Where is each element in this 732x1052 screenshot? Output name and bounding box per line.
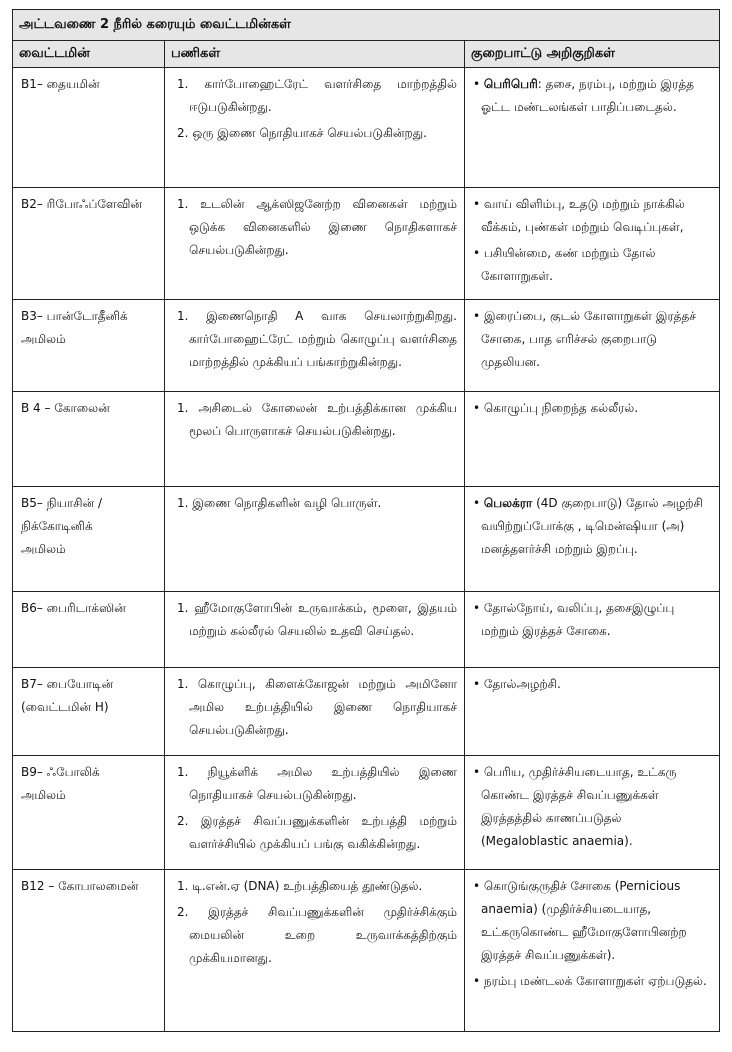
symptom-item	[471, 73, 712, 119]
bullet-icon: •	[473, 765, 484, 779]
bullet-icon: •	[473, 401, 484, 415]
function-item: 2. இரத்தச் சிவப்பணுக்களின் உற்பத்தி மற்றும் வளர்ச்சியில் முக்கியப் பங்கு வகிக்கின்றது.	[177, 814, 457, 851]
functions-cell	[165, 487, 465, 592]
vitamin-name-line: அமிலம்	[21, 542, 66, 556]
table-row	[13, 592, 720, 668]
function-item: 1. டி.என்.ஏ (DNA) உற்பத்தியைத் தூண்டுதல்.	[177, 879, 423, 893]
symptoms-cell	[465, 756, 720, 870]
vitamin-name-cell	[13, 188, 165, 300]
functions-cell	[165, 188, 465, 300]
functions-cell	[165, 870, 465, 1032]
vitamin-name-cell	[13, 592, 165, 668]
function-item: 2. ஒரு இணை நொதியாகச் செயல்படுகின்றது.	[177, 126, 427, 140]
functions-cell	[165, 668, 465, 756]
symptom-text: நரம்பு மண்டலக் கோளாறுகள் ஏற்படுதல்.	[483, 974, 707, 988]
table-row	[13, 870, 720, 1032]
header-row	[13, 41, 720, 68]
disease-name: பெலக்ரா	[483, 496, 533, 510]
symptom-text: பசியின்மை, கண் மற்றும் தோல் கோளாறுகள்.	[481, 246, 656, 283]
table-row	[13, 300, 720, 392]
symptom-item	[471, 492, 712, 561]
vitamin-name-line: B6– பைரிடாக்ஸின்	[21, 601, 126, 615]
function-item: 1. கொழுப்பு, கிளைக்கோஜன் மற்றும் அமினோ அமில உற்பத்தியில் இணை நொதியாகச் செயல்படுகின்றது.	[177, 677, 457, 737]
bullet-icon: •	[473, 974, 484, 988]
symptoms-cell	[465, 487, 720, 592]
function-item: 1. கார்போஹைட்ரேட் வளர்சிதை மாற்றத்தில் ஈடுபடுகின்றது.	[177, 77, 457, 114]
symptom-text: பெரிய, முதிர்ச்சியடையாத, உட்கரு கொண்ட இரத்தச் சிவப்பணுக்கள் இரத்தத்தில் காணப்படுதல் (Megaloblastic anaemia).	[481, 765, 677, 848]
table-row	[13, 487, 720, 592]
symptoms-cell	[465, 668, 720, 756]
vitamin-name-line: அமிலம்	[21, 332, 66, 346]
symptom-item	[471, 597, 712, 643]
vitamin-name-line: B5– நியாசின் /	[21, 496, 103, 510]
function-item: 1. அசிடைல் கோலைன் உற்பத்திக்கான முக்கிய மூலப் பொருளாகச் செயல்படுகின்றது.	[177, 401, 457, 438]
vitamin-name-line: (வைட்டமின் H)	[21, 700, 109, 714]
table-row	[13, 68, 720, 188]
symptom-item	[471, 761, 712, 853]
vitamin-name-cell	[13, 392, 165, 487]
column-header-vitamin: வைட்டமின்	[13, 41, 165, 68]
bullet-icon: •	[473, 246, 484, 260]
vitamin-name-line: B 4 – கோலைன்	[21, 401, 110, 415]
vitamin-table	[12, 9, 720, 1032]
symptoms-cell	[465, 592, 720, 668]
table-row	[13, 392, 720, 487]
function-item: 1. உடலின் ஆக்ஸிஜனேற்ற வினைகள் மற்றும் ஒடுக்க வினைகளில் இணை நொதிகளாகச் செயல்படுகின்றது.	[177, 197, 457, 257]
disease-name: பெரிபெரி	[483, 77, 538, 91]
symptom-text: வாய் விளிம்பு, உதடு மற்றும் நாக்கில் வீக்கம், புண்கள் மற்றும் வெடிப்புகள்,	[481, 197, 685, 234]
vitamin-name-line: B2– ரிபோஃப்ளேவின்	[21, 197, 143, 211]
vitamin-name-line: அமிலம்	[21, 788, 66, 802]
bullet-icon: •	[473, 77, 484, 91]
vitamin-name-cell	[13, 668, 165, 756]
functions-cell	[165, 300, 465, 392]
vitamin-name-cell	[13, 756, 165, 870]
table-row	[13, 756, 720, 870]
symptom-item	[471, 875, 712, 967]
functions-cell	[165, 592, 465, 668]
functions-cell	[165, 392, 465, 487]
bullet-icon: •	[473, 197, 484, 211]
table-title-cell	[13, 10, 720, 41]
symptoms-cell	[465, 392, 720, 487]
symptom-item	[471, 970, 712, 993]
symptom-item	[471, 673, 712, 696]
symptoms-cell	[465, 68, 720, 188]
symptom-item	[471, 193, 712, 239]
function-item: 1. நியூக்ளிக் அமில உற்பத்தியில் இணை நொதியாகச் செயல்படுகின்றது.	[177, 765, 457, 802]
table-row	[13, 188, 720, 300]
symptoms-cell	[465, 870, 720, 1032]
bullet-icon: •	[473, 879, 484, 893]
bullet-icon: •	[473, 309, 484, 323]
symptom-item	[471, 397, 712, 420]
table-row	[13, 668, 720, 756]
vitamin-name-line: B3– பான்டோதீனிக்	[21, 309, 128, 323]
column-header-functions: பணிகள்	[165, 41, 465, 68]
symptom-item	[471, 305, 712, 374]
vitamin-name-cell	[13, 487, 165, 592]
column-header-symptoms: குறைபாட்டு அறிகுறிகள்	[465, 41, 720, 68]
bullet-icon: •	[473, 496, 484, 510]
symptoms-cell	[465, 300, 720, 392]
symptom-text: தோல்அழற்சி.	[483, 677, 561, 691]
bullet-icon: •	[473, 601, 484, 615]
bullet-icon: •	[473, 677, 484, 691]
vitamin-name-line: B9– ஃபோலிக்	[21, 765, 100, 779]
vitamin-name-cell	[13, 68, 165, 188]
vitamin-name-line: B1– தையமின்	[21, 77, 100, 91]
symptom-text: தோல்நோய், வலிப்பு, தசைஇழுப்பு மற்றும் இரத்தச் சோகை.	[481, 601, 675, 638]
function-item: 1. இணை நொதிகளின் வழி பொருள்.	[177, 496, 382, 510]
vitamin-name-cell	[13, 870, 165, 1032]
vitamin-name-cell	[13, 300, 165, 392]
functions-cell	[165, 756, 465, 870]
table-title: அட்டவணை 2 நீரில் கரையும் வைட்டமின்கள்	[19, 17, 291, 32]
vitamin-name-line: B12 – கோபாலமைன்	[21, 879, 139, 893]
symptom-text: : தசை, நரம்பு, மற்றும் இரத்த ஓட்ட மண்டலங்கள் பாதிப்படைதல்.	[481, 77, 694, 114]
vitamin-name-line: நிக்கோடினிக்	[21, 519, 93, 533]
symptom-text: இரைப்பை, குடல் கோளாறுகள் இரத்தச் சோகை, பாத எரிச்சல் குறைபாடு முதலியன.	[481, 309, 696, 369]
function-item: 2. இரத்தச் சிவப்பணுக்களின் முதிர்ச்சிக்கும் மையலின் உறை உருவாக்கத்திற்கும் முக்கியமானது.	[177, 905, 457, 965]
symptom-text: கொடுங்குருதிச் சோகை (Pernicious anaemia) (முதிர்ச்சியடையாத, உட்கருகொண்ட ஹீமோகுளோபினற்ற இரத்தச் சிவப்பணுக்கள்).	[481, 879, 687, 962]
symptom-text: கொழுப்பு நிறைந்த கல்லீரல்.	[483, 401, 639, 415]
symptom-text: (4D குறைபாடு) தோல் அழற்சி வயிற்றுப்போக்கு , டிமென்ஷியா (அ) மனத்தளர்ச்சி மற்றும் இறப்பு.	[481, 496, 703, 556]
symptoms-cell	[465, 188, 720, 300]
function-item: 1. ஹீமோகுளோபின் உருவாக்கம், மூளை, இதயம் மற்றும் கல்லீரல் செயலில் உதவி செய்தல்.	[177, 601, 457, 638]
vitamin-name-line: B7– பையோடின்	[21, 677, 114, 691]
function-item: 1. இணைநொதி A வாக செயலாற்றுகிறது. கார்போஹைட்ரேட் மற்றும் கொழுப்பு வளர்சிதை மாற்றத்தில் முக்கியப் பங்காற்றுகின்றது.	[177, 309, 457, 369]
functions-cell	[165, 68, 465, 188]
symptom-item	[471, 242, 712, 288]
